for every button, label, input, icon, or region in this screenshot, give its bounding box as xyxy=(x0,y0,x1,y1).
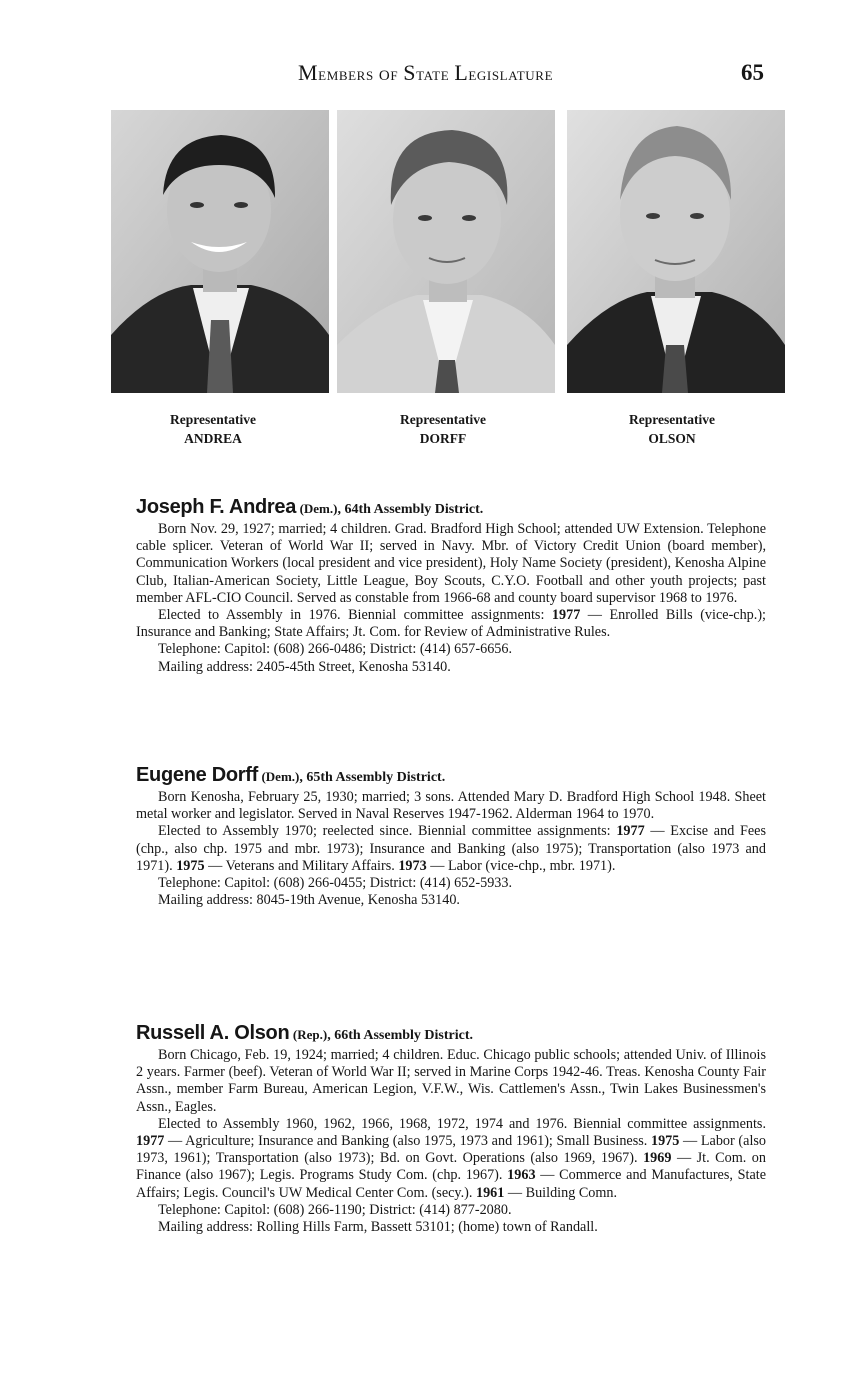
text-run: — Labor (vice-chp., mbr. 1971). xyxy=(426,857,616,874)
bio-paragraph-background: Born Nov. 29, 1927; married; 4 children. Grad. Bradford High School; attended UW Extension. Telephone cable splicer. Veteran of World War II; served in Navy. Mbr. of Victory Credit Union (board member), Communication Workers (local president and vice president), Holy Name Society (president), Kenosha Alpine Club, Italian-American Society, Little League, Boy Scouts, C.Y.O. Football and other youth projects; past member AFL-CIO Council. Served as constable from 1966-68 and county board supervisor 1968 to 1976. xyxy=(136,521,766,606)
member-name: Joseph F. Andrea xyxy=(136,496,297,518)
assignment-year: 1977 xyxy=(551,607,581,624)
text-run: — Jt. Com. on Finance (also 1967); Legis. Programs Study Com. (chp. 1967). xyxy=(136,1150,766,1184)
text-run: — Enrolled Bills (vice-chp.); Insurance and Banking; State Affairs; Jt. Com. for Review of Administrative Rules. xyxy=(136,607,766,641)
biography-andrea xyxy=(136,496,766,676)
caption-title: Representative xyxy=(400,412,486,427)
member-name: Eugene Dorff xyxy=(136,764,258,786)
assignment-year: 1961 xyxy=(475,1184,505,1201)
text-run: Elected to Assembly 1970; reelected since. Biennial committee assignments: xyxy=(158,823,617,840)
bio-telephone: Telephone: Capitol: (608) 266-0455; District: (414) 652-5933. xyxy=(158,875,513,892)
caption-title: Representative xyxy=(629,412,715,427)
text-run: — Labor (also 1973, 1961); Transportation (also 1973); Bd. on Govt. Operations (also 1969, 1967). xyxy=(136,1133,766,1167)
portrait-photo-dorff xyxy=(337,110,555,393)
photo-caption-dorff xyxy=(334,410,552,448)
assignment-year: 1975 xyxy=(176,857,205,874)
bio-heading xyxy=(136,1022,766,1045)
assignment-year: 1975 xyxy=(650,1133,680,1150)
bio-heading xyxy=(136,764,766,787)
member-district: , 64th Assembly District. xyxy=(337,502,484,517)
text-run: — Veterans and Military Affairs. xyxy=(204,857,399,874)
bio-mailing-address: Mailing address: 8045-19th Avenue, Kenosha 53140. xyxy=(158,892,460,909)
caption-name: DORFF xyxy=(419,431,467,446)
assignment-year: 1963 xyxy=(507,1167,536,1184)
text-run: — Commerce and Manufactures, State Affairs; Legis. Council's UW Medical Center Com. (secy.). xyxy=(136,1167,767,1201)
biography-dorff xyxy=(136,764,766,909)
caption-name: ANDREA xyxy=(184,431,242,446)
member-district: , 65th Assembly District. xyxy=(299,770,446,785)
photo-caption-olson xyxy=(563,410,781,448)
member-party: (Dem.) xyxy=(261,769,300,784)
member-district: , 66th Assembly District. xyxy=(327,1028,474,1043)
assignment-year: 1977 xyxy=(616,823,645,840)
bio-paragraph-assignments xyxy=(136,1116,766,1202)
biography-olson xyxy=(136,1022,766,1236)
caption-title: Representative xyxy=(170,412,256,427)
text-run: — Agriculture; Insurance and Banking (also 1975, 1973 and 1961); Small Business. xyxy=(164,1133,651,1150)
bio-mailing-address: Mailing address: Rolling Hills Farm, Bassett 53101; (home) town of Randall. xyxy=(158,1219,598,1236)
member-name: Russell A. Olson xyxy=(136,1022,290,1044)
assignment-year: 1973 xyxy=(398,857,427,874)
text-run: — Excise and Fees (chp., also chp. 1975 and mbr. 1973); Insurance and Banking (also 1975); Transportation (also 1973 and 1971). xyxy=(136,823,766,874)
bio-heading xyxy=(136,496,766,519)
page-header-title: Members of State Legislature xyxy=(298,60,554,85)
text-run: Elected to Assembly in 1976. Biennial committee assignments: xyxy=(158,607,552,624)
portrait-photo-andrea xyxy=(111,110,329,393)
caption-name: OLSON xyxy=(648,431,696,446)
bio-paragraph-background: Born Chicago, Feb. 19, 1924; married; 4 children. Educ. Chicago public schools; attended Univ. of Illinois 2 years. Farmer (beef). Veteran of World War II; served in Marine Corps 1942-46. Treas. Kenosha County Fair Assn., member Farm Bureau, American Legion, V.F.W., Wis. Cattlemen's Assn., Twin Lakes Businessmen's Assn., Eagles. xyxy=(136,1047,766,1115)
assignment-year: 1977 xyxy=(136,1133,165,1150)
bio-telephone: Telephone: Capitol: (608) 266-0486; District: (414) 657-6656. xyxy=(158,641,513,658)
bio-telephone: Telephone: Capitol: (608) 266-1190; District: (414) 877-2080. xyxy=(158,1201,512,1218)
photo-caption-andrea xyxy=(104,410,322,448)
text-run: — Building Comn. xyxy=(504,1184,618,1201)
bio-paragraph-assignments xyxy=(136,823,766,875)
portrait-photo-olson xyxy=(567,110,785,393)
member-party: (Rep.) xyxy=(292,1027,328,1042)
text-run: Elected to Assembly 1960, 1962, 1966, 1968, 1972, 1974 and 1976. Biennial committee assignments. xyxy=(158,1115,766,1132)
bio-paragraph-assignments xyxy=(136,607,766,641)
member-party: (Dem.) xyxy=(299,501,338,516)
page-number: 65 xyxy=(741,60,764,85)
bio-paragraph-background: Born Kenosha, February 25, 1930; married; 3 sons. Attended Mary D. Bradford High School 1948. Sheet metal worker and legislator. Served in Naval Reserves 1947-1962. Alderman 1964 to 1970. xyxy=(136,789,766,823)
assignment-year: 1969 xyxy=(643,1150,672,1167)
bio-mailing-address: Mailing address: 2405-45th Street, Kenosha 53140. xyxy=(158,658,451,675)
